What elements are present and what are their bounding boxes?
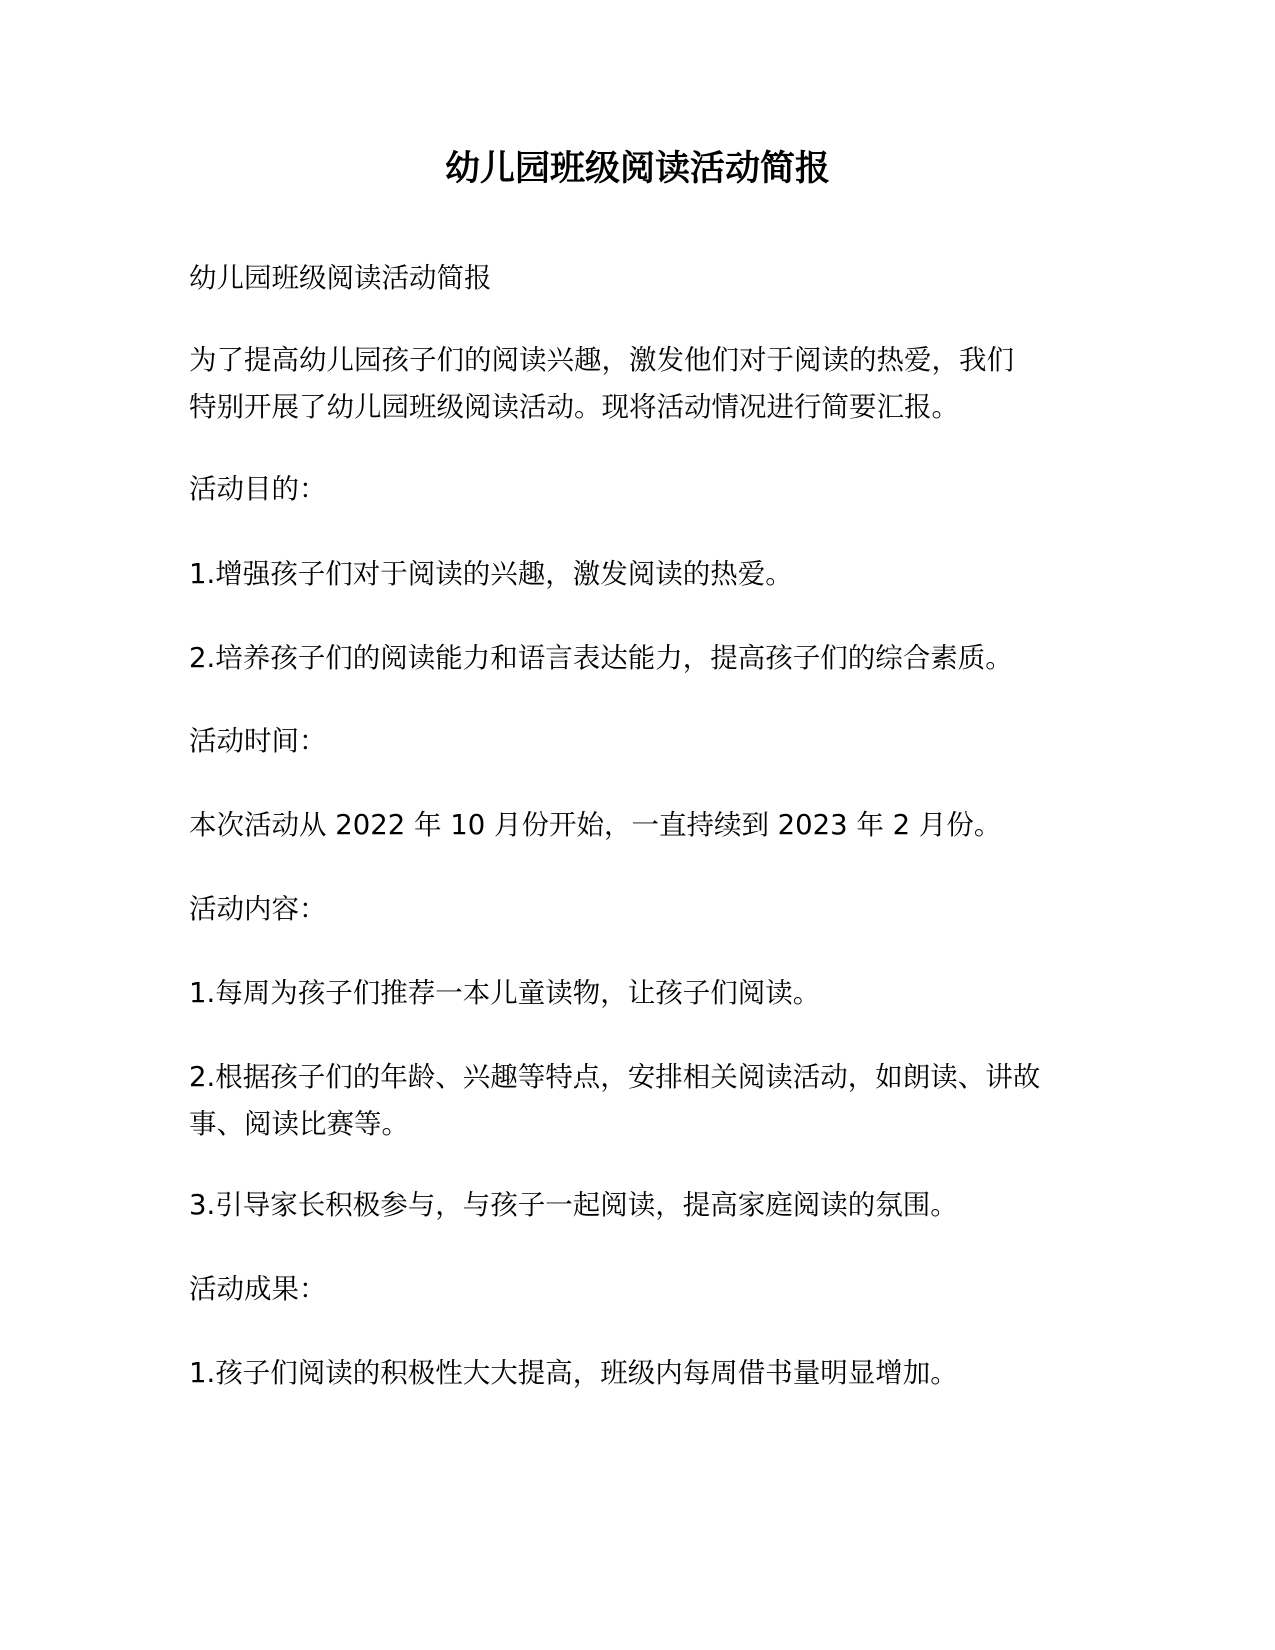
paragraph-line: 3.引导家长积极参与，与孩子一起阅读，提高家庭阅读的氛围。	[189, 1189, 958, 1221]
section-heading-content	[189, 886, 1094, 933]
paragraph-line: 1.孩子们阅读的积极性大大提高，班级内每周借书量明显增加。	[189, 1357, 958, 1389]
paragraph-line: 活动目的：	[189, 473, 327, 505]
purpose-item-1	[189, 551, 1094, 598]
paragraph-line: 事、阅读比赛等。	[189, 1108, 409, 1140]
paragraph-line: 活动内容：	[189, 893, 327, 925]
results-item-1	[189, 1350, 1094, 1397]
content-item-1	[189, 970, 1094, 1017]
paragraph-line: 特别开展了幼儿园班级阅读活动。现将活动情况进行简要汇报。	[189, 391, 959, 423]
section-heading-results	[189, 1266, 1094, 1313]
paragraph-line: 1.增强孩子们对于阅读的兴趣，激发阅读的热爱。	[189, 558, 793, 590]
paragraph-line: 2.根据孩子们的年龄、兴趣等特点，安排相关阅读活动，如朗读、讲故	[189, 1061, 1041, 1093]
paragraph-line: 本次活动从 2022 年 10 月份开始，一直持续到 2023 年 2 月份。	[189, 809, 1002, 841]
time-paragraph	[189, 802, 1094, 849]
section-heading-time	[189, 718, 1094, 765]
paragraph-line: 2.培养孩子们的阅读能力和语言表达能力，提高孩子们的综合素质。	[189, 642, 1013, 674]
paragraph-line: 幼儿园班级阅读活动简报	[189, 262, 492, 294]
paragraph-line: 活动时间：	[189, 725, 327, 757]
document-title: 幼儿园班级阅读活动简报	[444, 149, 830, 189]
paragraph-line: 活动成果：	[189, 1273, 327, 1305]
section-heading-purpose	[189, 466, 1094, 513]
paragraph-line: 1.每周为孩子们推荐一本儿童读物，让孩子们阅读。	[189, 977, 821, 1009]
content-item-2	[189, 1054, 1094, 1148]
subtitle-paragraph	[189, 255, 1094, 302]
content-item-3	[189, 1182, 1094, 1229]
intro-paragraph	[189, 337, 1094, 431]
paragraph-line: 为了提高幼儿园孩子们的阅读兴趣，激发他们对于阅读的热爱，我们	[189, 344, 1014, 376]
purpose-item-2	[189, 635, 1094, 682]
